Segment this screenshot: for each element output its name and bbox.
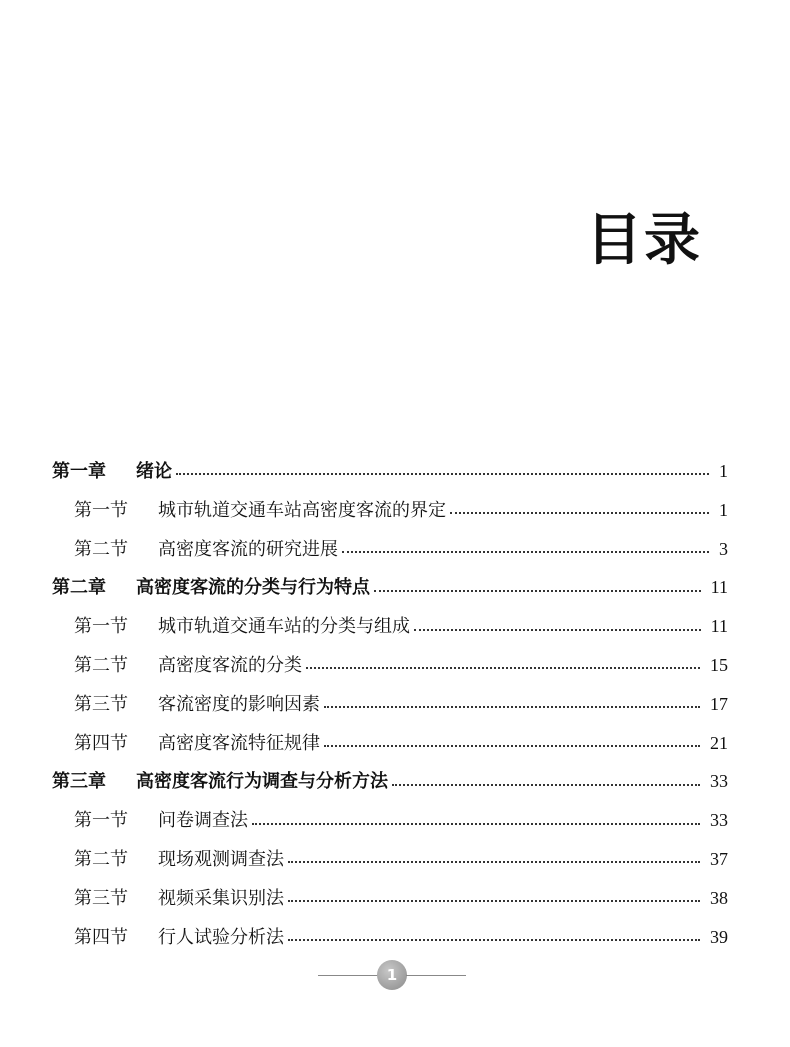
footer-rule-right [406,975,466,976]
dot-leader [288,861,700,863]
page-number-badge: 1 [377,960,407,990]
toc-entry-label: 行人试验分析法 [158,926,284,948]
toc-entry-page: 1 [719,461,728,481]
toc-entry-page: 33 [710,771,728,792]
toc-entry-label: 高密度客流的研究进展 [158,538,338,560]
toc-entry-page: 15 [710,654,728,675]
dot-leader [324,745,700,747]
table-of-contents [52,452,728,956]
toc-entry-number: 第四节 [74,732,128,754]
toc-entry-label: 城市轨道交通车站高密度客流的界定 [158,499,446,521]
toc-entry-page: 21 [710,732,728,753]
toc-section-3-2[interactable] [52,840,728,879]
dot-leader [176,473,709,475]
toc-section-3-4[interactable] [52,918,728,957]
toc-entry-number: 第三章 [52,771,106,793]
dot-leader [450,512,709,514]
toc-entry-label: 高密度客流的分类 [158,654,302,676]
toc-entry-label: 客流密度的影响因素 [158,693,320,715]
toc-chapter-2[interactable] [52,568,728,607]
toc-entry-number: 第一节 [74,810,128,832]
toc-entry-number: 第三节 [74,887,128,909]
toc-entry-page: 17 [710,693,728,714]
toc-entry-label: 现场观测调查法 [158,848,284,870]
toc-entry-number: 第二节 [74,654,128,676]
toc-entry-page: 3 [719,538,728,559]
page-title: 目录 [586,208,702,273]
toc-entry-label: 视频采集识别法 [158,887,284,909]
dot-leader [252,823,700,825]
toc-entry-page: 11 [710,577,728,598]
toc-entry-page: 38 [710,887,728,908]
dot-leader [392,784,700,786]
toc-section-3-3[interactable] [52,879,728,918]
dot-leader [288,900,700,902]
toc-entry-label: 高密度客流特征规律 [158,732,320,754]
toc-entry-number: 第二章 [52,577,106,599]
toc-entry-page: 39 [710,926,728,947]
toc-entry-number: 第四节 [74,926,128,948]
toc-chapter-1[interactable] [52,452,728,491]
dot-leader [288,939,700,941]
toc-entry-label: 绪论 [136,461,172,482]
toc-entry-page: 11 [710,616,728,637]
toc-entry-page: 33 [710,810,728,831]
toc-entry-label: 高密度客流的分类与行为特点 [136,577,370,599]
dot-leader [306,667,700,669]
dot-leader [324,706,700,708]
toc-entry-number: 第一节 [74,616,128,638]
toc-section-3-1[interactable] [52,801,728,840]
toc-entry-number: 第二节 [74,848,128,870]
dot-leader [342,551,709,553]
toc-entry-number: 第二节 [74,538,128,560]
toc-entry-number: 第三节 [74,693,128,715]
toc-section-2-1[interactable] [52,607,728,646]
toc-section-1-2[interactable] [52,530,728,569]
toc-section-2-4[interactable] [52,724,728,763]
toc-entry-label: 城市轨道交通车站的分类与组成 [158,616,410,638]
dot-leader [374,590,701,592]
footer-rule-left [318,975,378,976]
toc-entry-page: 1 [719,499,728,520]
toc-entry-number: 第一章 [52,461,106,482]
toc-section-2-3[interactable] [52,685,728,724]
dot-leader [414,629,701,631]
toc-entry-number: 第一节 [74,499,128,521]
page-footer [0,958,790,992]
toc-chapter-3[interactable] [52,762,728,801]
toc-section-2-2[interactable] [52,646,728,685]
toc-entry-label: 高密度客流行为调查与分析方法 [136,771,388,793]
toc-entry-label: 问卷调查法 [158,810,248,832]
toc-section-1-1[interactable] [52,491,728,530]
toc-entry-page: 37 [710,848,728,869]
